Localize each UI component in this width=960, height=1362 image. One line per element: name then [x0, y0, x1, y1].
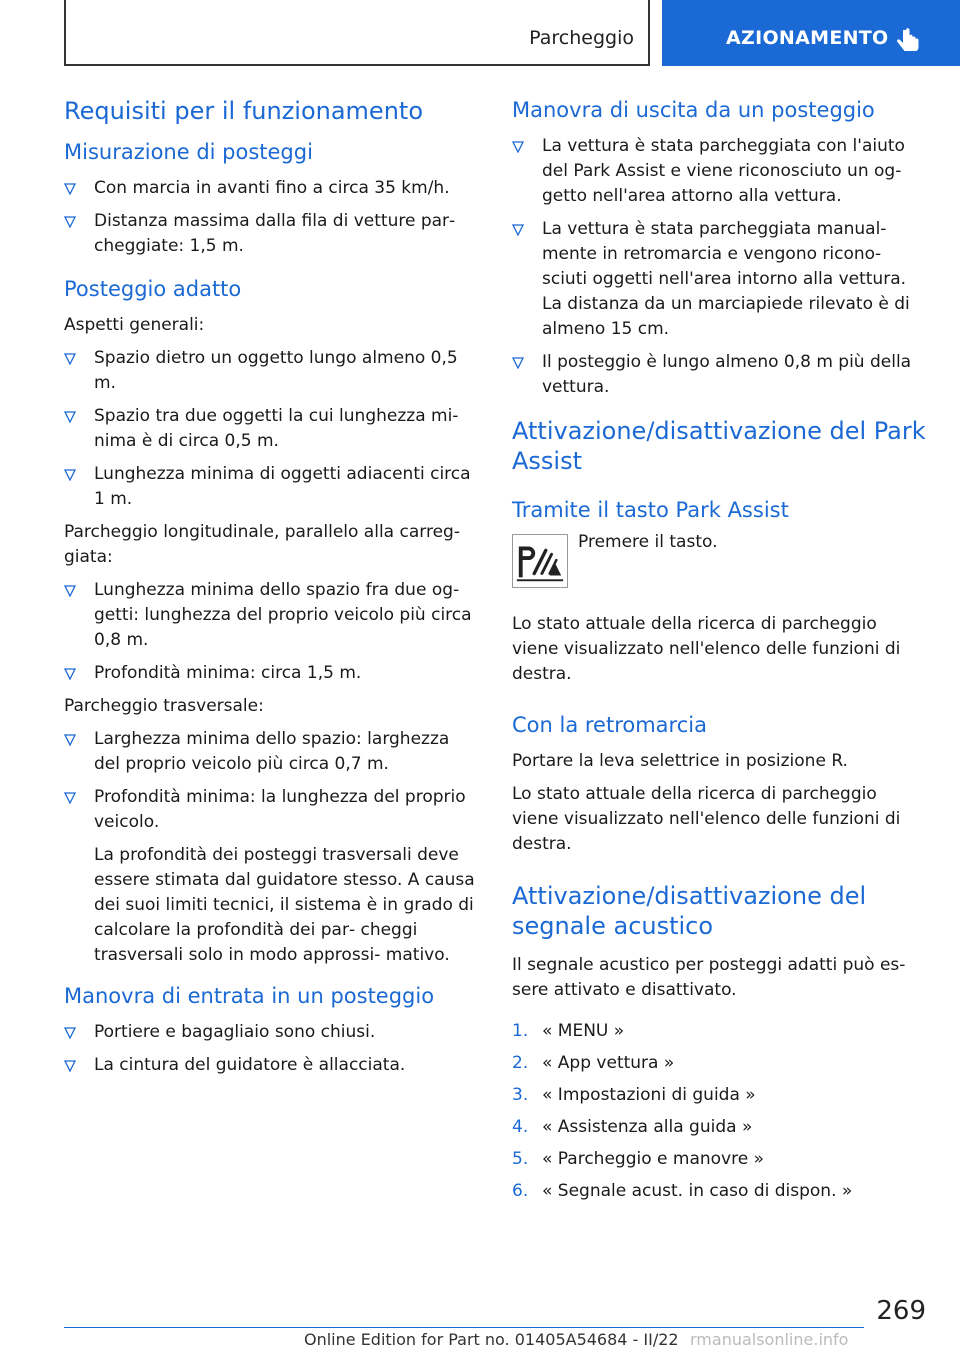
list-item	[64, 209, 480, 259]
list-item	[512, 1115, 926, 1140]
step-number: 4.	[512, 1117, 529, 1137]
list-item-text: Spazio tra due oggetti la cui lunghezza mi‐ nima è di circa 0,5 m.	[94, 406, 459, 451]
bullet-triangle-icon	[64, 1060, 76, 1072]
list-item-text: Lunghezza minima di oggetti adiacenti circa 1 m.	[94, 464, 471, 509]
heading-park-assist-button: Tramite il tasto Park Assist	[512, 498, 789, 522]
step-text: « Segnale acust. in caso di dispon. »	[542, 1181, 853, 1201]
list-item	[64, 176, 480, 201]
bullet-triangle-icon	[64, 668, 76, 680]
list-item-text: La vettura è stata parcheggiata manual‐ mente in retromarcia e vengono ricono‐ sciuti oggetti nell'area intorno alla vettura. La distanza da un marciapiede rilevato è di almeno 15 cm.	[542, 219, 910, 339]
list-item	[64, 727, 480, 777]
heading-requirements: Requisiti per il funzionamento	[64, 97, 424, 125]
page-number: 269	[876, 1296, 926, 1326]
list-item	[64, 462, 480, 512]
list-item-text: La vettura è stata parcheggiata con l'aiuto del Park Assist e viene riconosciuto un og‐ getto nell'area attorno alla vettura.	[542, 136, 905, 206]
menu-steps-list	[512, 1019, 926, 1204]
bullet-triangle-icon	[64, 469, 76, 481]
step-text: « Parcheggio e manovre »	[542, 1149, 764, 1169]
list-item-text: Profondità minima: la lunghezza del proprio veicolo.	[94, 787, 466, 832]
header-rule-left	[64, 0, 66, 66]
step-text: « MENU »	[542, 1021, 625, 1041]
park-assist-instruction	[512, 534, 926, 602]
list-item-text: Spazio dietro un oggetto lungo almeno 0,5 m.	[94, 348, 458, 393]
step-number: 3.	[512, 1085, 529, 1105]
left-column	[64, 96, 480, 1086]
bullet-triangle-icon	[64, 353, 76, 365]
heading-parking-entry: Manovra di entrata in un posteggio	[64, 984, 435, 1008]
step-number: 5.	[512, 1149, 529, 1169]
reverse-status-text: Lo stato attuale della ricerca di parcheggio viene visualizzato nell'elenco delle funzioni di destra.	[512, 784, 901, 854]
measurement-list	[64, 176, 480, 259]
longitudinal-list	[64, 578, 480, 686]
header-rule-divider	[648, 0, 650, 66]
header-rule-bottom	[64, 64, 650, 66]
list-item-text: Il posteggio è lungo almeno 0,8 m più della vettura.	[542, 352, 912, 397]
list-item	[512, 1083, 926, 1108]
list-item-text: Distanza massima dalla fila di vetture par‐ cheggiate: 1,5 m.	[94, 211, 456, 256]
bullet-triangle-icon	[64, 734, 76, 746]
step-number: 6.	[512, 1181, 529, 1201]
list-item	[64, 661, 480, 686]
hand-pointer-icon	[894, 26, 924, 56]
bullet-triangle-icon	[512, 357, 524, 369]
list-item	[64, 404, 480, 454]
transverse-intro: Parcheggio trasversale:	[64, 696, 264, 716]
bullet-triangle-icon	[64, 411, 76, 423]
transverse-list	[64, 727, 480, 835]
step-number: 2.	[512, 1053, 529, 1073]
list-item	[512, 350, 926, 400]
heading-parking-exit: Manovra di uscita da un posteggio	[512, 98, 875, 122]
list-item	[64, 578, 480, 653]
bullet-triangle-icon	[64, 1027, 76, 1039]
longitudinal-intro: Parcheggio longitudinale, parallelo alla carreg‐ giata:	[64, 522, 460, 567]
list-item	[512, 134, 926, 209]
heading-measurement: Misurazione di posteggi	[64, 140, 313, 164]
step-text: « App vettura »	[542, 1053, 675, 1073]
step-number: 1.	[512, 1021, 529, 1041]
park-assist-icon	[512, 534, 568, 588]
step-text: « Assistenza alla guida »	[542, 1117, 753, 1137]
footer-rule	[64, 1327, 864, 1328]
right-column	[512, 96, 926, 1211]
step-text: « Impostazioni di guida »	[542, 1085, 756, 1105]
list-item	[64, 346, 480, 396]
heading-acoustic-signal: Attivazione/disattivazione del segnale acustico	[512, 882, 867, 940]
bullet-triangle-icon	[512, 224, 524, 236]
bullet-triangle-icon	[512, 141, 524, 153]
header-chapter-tab	[662, 0, 960, 66]
heading-reverse-gear: Con la retromarcia	[512, 713, 707, 737]
acoustic-signal-text: Il segnale acustico per posteggi adatti può es‐ sere attivato e disattivato.	[512, 955, 906, 1000]
heading-suitable-space: Posteggio adatto	[64, 277, 242, 301]
bullet-triangle-icon	[64, 183, 76, 195]
list-item	[512, 1051, 926, 1076]
header-chapter-label: AZIONAMENTO	[726, 27, 889, 49]
list-item	[64, 1053, 480, 1078]
list-item-text: Profondità minima: circa 1,5 m.	[94, 663, 362, 683]
list-item	[64, 785, 480, 835]
footer-edition: Online Edition for Part no. 01405A54684 - II/22	[304, 1330, 679, 1349]
bullet-triangle-icon	[64, 792, 76, 804]
footer-watermark: rmanualsonline.info	[690, 1330, 849, 1349]
reverse-gear-text: Portare la leva selettrice in posizione R.	[512, 751, 848, 771]
list-item	[512, 217, 926, 342]
heading-park-assist-toggle: Attivazione/disattivazione del Park Assist	[512, 417, 926, 475]
list-item-text: Larghezza minima dello spazio: larghezza del proprio veicolo più circa 0,7 m.	[94, 729, 450, 774]
press-button-text: Premere il tasto.	[578, 532, 718, 552]
list-item	[512, 1179, 926, 1204]
list-item-text: Lunghezza minima dello spazio fra due og‐ getti: lunghezza del proprio veicolo più circa 0,8 m.	[94, 580, 472, 650]
general-intro: Aspetti generali:	[64, 315, 205, 335]
list-item-text: Con marcia in avanti fino a circa 35 km/h.	[94, 178, 450, 198]
list-item	[512, 1147, 926, 1172]
exit-list	[512, 134, 926, 400]
bullet-triangle-icon	[64, 585, 76, 597]
list-item-text: Portiere e bagagliaio sono chiusi.	[94, 1022, 376, 1042]
general-list	[64, 346, 480, 512]
bullet-triangle-icon	[64, 216, 76, 228]
header-section-title: Parcheggio	[529, 27, 634, 49]
park-assist-status-text: Lo stato attuale della ricerca di parcheggio viene visualizzato nell'elenco delle funzioni di destra.	[512, 614, 901, 684]
list-item	[64, 1020, 480, 1045]
entry-list	[64, 1020, 480, 1078]
transverse-note: La profondità dei posteggi trasversali deve essere stimata dal guidatore stesso. A causa dei suoi limiti tecnici, il sistema è in grado di calcolare la profondità dei par‐ cheggi trasversali solo in modo approssi‐ mativo.	[94, 845, 475, 965]
list-item-text: La cintura del guidatore è allacciata.	[94, 1055, 406, 1075]
list-item	[512, 1019, 926, 1044]
